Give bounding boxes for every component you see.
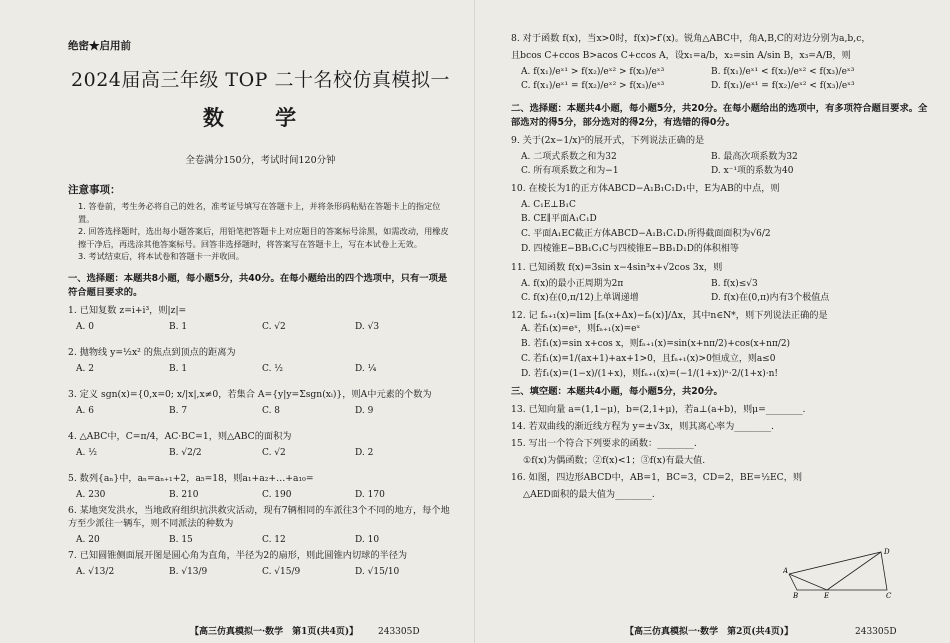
question-6: 6. 某地突发洪水，当地政府组织抗洪救灾活动，现有7辆相同的车派往3个不同的地方，每个地方至少派往一辆车，则不同派法的种数为: [68, 504, 450, 529]
option: A. 230: [76, 489, 106, 500]
label-d: D: [884, 548, 890, 556]
subject-title: 数 学: [202, 105, 319, 130]
question-14: 14. 若双曲线的渐近线方程为 y=±√3x，则其离心率为________.: [511, 421, 774, 432]
option: D. √3: [355, 321, 380, 332]
option: D. ¼: [355, 363, 377, 374]
option: D. 9: [355, 405, 374, 416]
option: D. f(x₁)/eˣ¹ = f(x₂)/eˣ² < f(x₃)/eˣ³: [711, 81, 855, 91]
option: C. 8: [262, 405, 281, 416]
question-16-cont: △AED面积的最大值为________.: [523, 489, 655, 500]
option: C. f(x)在(0,π/12)上单调递增: [521, 293, 639, 303]
exam-title: 2024届高三年级 TOP 二十名校仿真模拟一: [71, 69, 450, 91]
question-3: 3. 定义 sgn(x)={0,x=0; x/|x|,x≠0，若集合 A={y|y=Σsgn(xᵢ)}，则A中元素的个数为: [68, 388, 432, 400]
question-11: 11. 已知函数 f(x)=3sin x−4sin³x+√2cos 3x，则: [511, 262, 723, 273]
option: B. 210: [169, 489, 199, 500]
options-11: [511, 277, 930, 305]
options-5: [68, 490, 453, 500]
option: A. ½: [76, 447, 97, 458]
option: D. √15/10: [355, 566, 400, 577]
option: D. f(x)在(0,π)内有3个极值点: [711, 293, 830, 303]
question-9: 9. 关于(2x−1/x)⁵的展开式，下列说法正确的是: [511, 135, 705, 146]
options-3: [68, 406, 453, 416]
section-heading: 二、选择题：本题共4小题，每小题5分，共20分。在每小题给出的选项中，有多项符合题目要求。全部选对的得5分，部分选对的得2分，有选错的得0分。: [511, 103, 928, 128]
section-heading: 三、填空题：本题共4小题，每小题5分，共20分。: [511, 386, 723, 397]
options-7: [68, 567, 453, 577]
options-10: [511, 198, 930, 212]
options-2: [68, 364, 453, 374]
question-13: 13. 已知向量 a=(1,1−μ)，b=(2,1+μ)，若a⊥(a+b)，则μ=________.: [511, 404, 806, 415]
options-9: [511, 150, 930, 178]
option: D. 2: [355, 447, 374, 458]
note-item: 2. 回答选择题时，选出每小题答案后，用铅笔把答题卡上对应题目的答案标号涂黑，如需改动，用橡皮擦干净后，再选涂其他答案标号。回答非选择题时，将答案写在答题卡上，写在本试卷上无效。: [78, 226, 449, 249]
option: B. 1: [169, 363, 188, 374]
option: A. 二项式系数之和为32: [521, 152, 617, 162]
option: C. √15/9: [262, 566, 301, 577]
option: B. 最高次项系数为32: [711, 152, 798, 162]
option: D. 10: [355, 534, 380, 545]
question-1: 1. 已知复数 z=i+i³，则|z|=: [68, 304, 187, 316]
question-2: 2. 抛物线 y=½x² 的焦点到顶点的距离为: [68, 346, 236, 358]
option: A. 2: [76, 363, 94, 374]
section-heading: 一、选择题：本题共8小题，每小题5分，共40分。在每小题给出的四个选项中，只有一项是符合题目要求的。: [68, 272, 448, 298]
option: B. f(x)≤√3: [711, 279, 758, 289]
option: D. x⁻¹项的系数为40: [711, 166, 794, 176]
segment-ad: [789, 552, 881, 574]
label-a: A: [783, 567, 789, 575]
option: A. √13/2: [76, 566, 115, 577]
question-7: 7. 已知圆锥侧面展开图是圆心角为直角，半径为2的扇形，则此圆锥内切球的半径为: [68, 549, 408, 561]
option: B. √2/2: [169, 447, 202, 458]
option: A. C₁E⊥B₁C: [521, 200, 576, 210]
options-4: [68, 448, 453, 458]
option: C. 12: [262, 534, 286, 545]
option: A. f(x₁)/eˣ¹ > f(x₂)/eˣ² > f(x₃)/eˣ³: [521, 67, 665, 77]
exam-meta: 全卷满分150分，考试时间120分钟: [185, 155, 336, 166]
note-item: 3. 考试结束后，将本试卷和答题卡一并收回。: [78, 251, 244, 261]
option: B. 1: [169, 321, 188, 332]
question-10: 10. 在棱长为1的正方体ABCD−A₁B₁C₁D₁中，E为AB的中点，则: [511, 183, 780, 194]
option: C. 所有项系数之和为−1: [521, 166, 619, 176]
option: C. 若f₁(x)=1/(ax+1)+ax+1>0，且fₙ₊₁(x)>0恒成立，则a≤0: [521, 354, 776, 364]
option: A. 20: [76, 534, 100, 545]
option: C. √2: [262, 321, 286, 332]
notes-heading: 注意事项：: [68, 184, 121, 196]
option: C. √2: [262, 447, 286, 458]
option: A. 6: [76, 405, 94, 416]
option: D. 四棱锥E−BB₁C₁C与四棱锥E−BB₁D₁D的体积相等: [521, 244, 739, 254]
question-16: 16. 如图，四边形ABCD中，AB=1，BC=3，CD=2，BE=½EC，则: [511, 472, 803, 483]
option: C. 190: [262, 489, 292, 500]
option: D. 若f₁(x)=(1−x)/(1+x)，则fₙ₊₁(x)=(−1/(1+x))ⁿ·2/(1+x)·n!: [521, 369, 779, 379]
option: B. CE∥平面A₁C₁D: [521, 214, 597, 224]
question-15-conditions: ①f(x)为偶函数；②f(x)<1；③f(x)有最大值.: [523, 455, 706, 466]
page-right: [475, 0, 950, 643]
option: A. 0: [76, 321, 94, 332]
option: C. ½: [262, 363, 284, 374]
paper-code: 243305D: [378, 627, 420, 637]
options-1: [68, 322, 453, 332]
label-b: B: [793, 592, 799, 598]
label-e: E: [824, 592, 830, 598]
paper-code: 243305D: [855, 627, 897, 637]
question-5: 5. 数列{aₙ}中，aₙ=aₙ₊₁+2，a₅=18，则a₁+a₂+…+a₁₀=: [68, 472, 314, 484]
option: C. f(x₁)/eˣ¹ = f(x₂)/eˣ² > f(x₃)/eˣ³: [521, 81, 665, 91]
page-footer: 【高三仿真模拟一·数学 第1页(共4页)】: [190, 627, 359, 637]
option: B. f(x₁)/eˣ¹ < f(x₂)/eˣ² < f(x₃)/eˣ³: [711, 67, 855, 77]
notes-list: [68, 200, 453, 263]
question-12: 12. 记 fₙ₊₁(x)=lim [fₙ(x+Δx)−fₙ(x)]/Δx，其中n∈N*，则下列说法正确的是: [511, 310, 828, 321]
question-15: 15. 写出一个符合下列要求的函数：________.: [511, 438, 697, 449]
option: C. 平面A₁EC截正方体ABCD−A₁B₁C₁D₁所得截面面积为√6/2: [521, 229, 771, 239]
option: B. √13/9: [169, 566, 208, 577]
question-8: 8. 对于函数 f(x)，当x>0时，f(x)>f′(x)。锐角△ABC中，角A,B,C的对边分别为a,b,c，: [511, 33, 871, 44]
options-8: [511, 65, 930, 93]
quadrilateral-diagram: [783, 548, 895, 598]
question-8-cont: 且bcos C+ccos B>acos C+ccos A，设x₁=a/b，x₂=sin A/sin B，x₃=A/B，则: [511, 50, 851, 61]
note-item: 1. 答卷前，考生务必将自己的姓名，准考证号填写在答题卡上，并将条形码粘贴在答题卡上的指定位置。: [78, 201, 441, 224]
option: A. f(x)的最小正周期为2π: [521, 279, 624, 289]
segment-ed: [827, 552, 881, 590]
option: B. 若f₁(x)=sin x+cos x，则fₙ₊₁(x)=sin(x+nπ/2)+cos(x+nπ/2): [521, 339, 791, 349]
option: B. 7: [169, 405, 188, 416]
question-4: 4. △ABC中，C=π/4，AC·BC=1，则△ABC的面积为: [68, 430, 292, 442]
option: A. 若f₁(x)=eˣ，则fₙ₊₁(x)=eˣ: [521, 324, 641, 334]
secret-label: 绝密★启用前: [68, 40, 131, 52]
option: B. 15: [169, 534, 193, 545]
options-6: [68, 535, 453, 545]
label-c: C: [886, 592, 892, 598]
segment-ae: [789, 574, 827, 590]
option: D. 170: [355, 489, 385, 500]
page-footer: 【高三仿真模拟一·数学 第2页(共4页)】: [625, 627, 794, 637]
